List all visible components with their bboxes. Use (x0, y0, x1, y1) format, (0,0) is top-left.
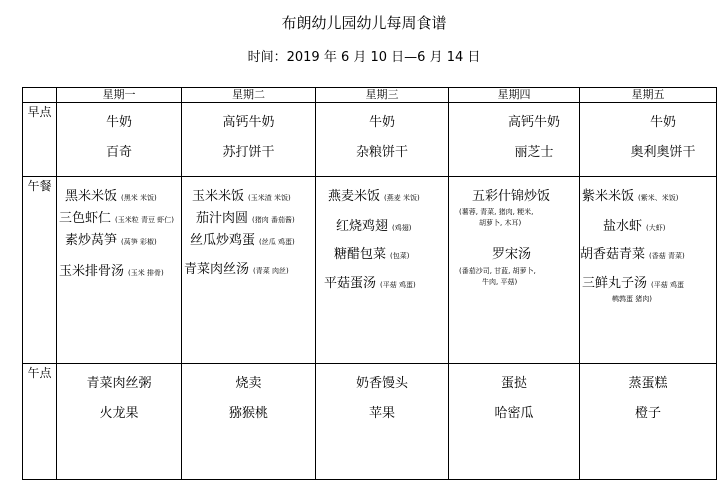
morning-row (23, 103, 717, 177)
dish-note: 鹌鹑蛋 猪肉) (612, 295, 652, 303)
menu-item: 橙子 (634, 406, 661, 421)
dish: 糖醋包菜 (包菜) (334, 247, 410, 262)
morning-cell-mon (57, 103, 182, 177)
day-header-mon: 星期一 (57, 88, 182, 103)
menu-item: 青菜肉丝粥 (86, 376, 152, 391)
day-header-wed: 星期三 (316, 88, 449, 103)
dish-note: (薯蓉, 青菜, 猪肉, 粳米, (459, 208, 534, 216)
menu-item: 牛奶 (649, 115, 676, 130)
menu-item: 牛奶 (105, 115, 132, 130)
lunch-cell-tue (182, 177, 316, 364)
lunch-cell-wed (316, 177, 449, 364)
dish: 罗宋汤 (492, 247, 532, 262)
dish-note: 胡萝卜, 木耳) (479, 219, 522, 227)
menu-item: 苏打饼干 (222, 145, 275, 160)
header-row (23, 88, 717, 103)
corner-cell (23, 88, 57, 103)
menu-item: 烧卖 (235, 376, 262, 391)
dish: 紫米米饭 (紫米、米饭) (582, 189, 679, 204)
menu-item: 奶香馒头 (355, 376, 408, 391)
dish: 三鲜丸子汤 (平菇 鸡蛋 (582, 276, 684, 291)
page-title: 布朗幼儿园幼儿每周食谱 (281, 14, 447, 32)
morning-cell-wed (316, 103, 449, 177)
date-range: 时间：2019 年 6 月 10 日—6 月 14 日 (247, 50, 481, 65)
morning-cell-fri (580, 103, 717, 177)
menu-item: 高钙牛奶 (222, 115, 275, 130)
afternoon-cell-thu (449, 364, 580, 480)
dish-note: (番茄沙司, 甘蓝, 胡萝卜, (459, 267, 536, 275)
menu-item: 杂粮饼干 (355, 145, 408, 160)
menu-item: 苹果 (368, 406, 395, 421)
dish: 素炒莴笋 (莴笋 彩椒) (65, 233, 157, 248)
dish: 青菜肉丝汤 (青菜 肉丝) (184, 262, 289, 277)
afternoon-cell-fri (580, 364, 717, 480)
menu-item: 丽芝士 (514, 145, 554, 160)
menu-item: 火龙果 (99, 406, 139, 421)
dish: 三色虾仁 (玉米粒 青豆 虾仁) (59, 211, 174, 226)
day-header-thu: 星期四 (449, 88, 580, 103)
dish: 茄汁肉圆 (猪肉 番茄酱) (196, 211, 295, 226)
dish: 红烧鸡翅 (鸡翅) (336, 219, 412, 234)
meal-label-morning: 早点 (23, 103, 57, 177)
weekly-menu-table (22, 87, 717, 480)
afternoon-cell-wed (316, 364, 449, 480)
lunch-cell-mon (57, 177, 182, 364)
menu-item: 高钙牛奶 (507, 115, 560, 130)
afternoon-row (23, 364, 717, 480)
meal-label-afternoon: 午点 (23, 364, 57, 480)
dish: 平菇蛋汤 (平菇 鸡蛋) (324, 276, 416, 291)
menu-item: 猕猴桃 (228, 406, 268, 421)
meal-label-lunch: 午餐 (23, 177, 57, 364)
afternoon-cell-tue (182, 364, 316, 480)
dish: 燕麦米饭 (燕麦 米饭) (328, 189, 420, 204)
afternoon-cell-mon (57, 364, 182, 480)
lunch-cell-thu (449, 177, 580, 364)
dish: 五彩什锦炒饭 (472, 189, 551, 204)
dish-note: 牛肉, 平菇) (482, 278, 518, 286)
menu-item: 奥利奥饼干 (630, 145, 696, 160)
menu-item: 百奇 (105, 145, 132, 160)
menu-item: 牛奶 (368, 115, 395, 130)
day-header-fri: 星期五 (580, 88, 717, 103)
dish: 盐水虾 (大虾) (603, 219, 666, 234)
dish: 胡香菇青菜 (香菇 青菜) (580, 247, 685, 262)
dish: 玉米排骨汤 (玉米 排骨) (59, 264, 164, 279)
menu-item: 蒸蛋糕 (628, 376, 668, 391)
morning-cell-tue (182, 103, 316, 177)
menu-item: 蛋挞 (500, 376, 527, 391)
lunch-cell-fri (580, 177, 717, 364)
day-header-tue: 星期二 (182, 88, 316, 103)
dish: 玉米米饭 (玉米渣 米饭) (192, 189, 291, 204)
menu-item: 哈密瓜 (494, 406, 534, 421)
dish: 黑米米饭 (黑米 米饭) (65, 189, 157, 204)
lunch-row (23, 177, 717, 364)
morning-cell-thu (449, 103, 580, 177)
dish: 丝瓜炒鸡蛋 (丝瓜 鸡蛋) (190, 233, 295, 248)
